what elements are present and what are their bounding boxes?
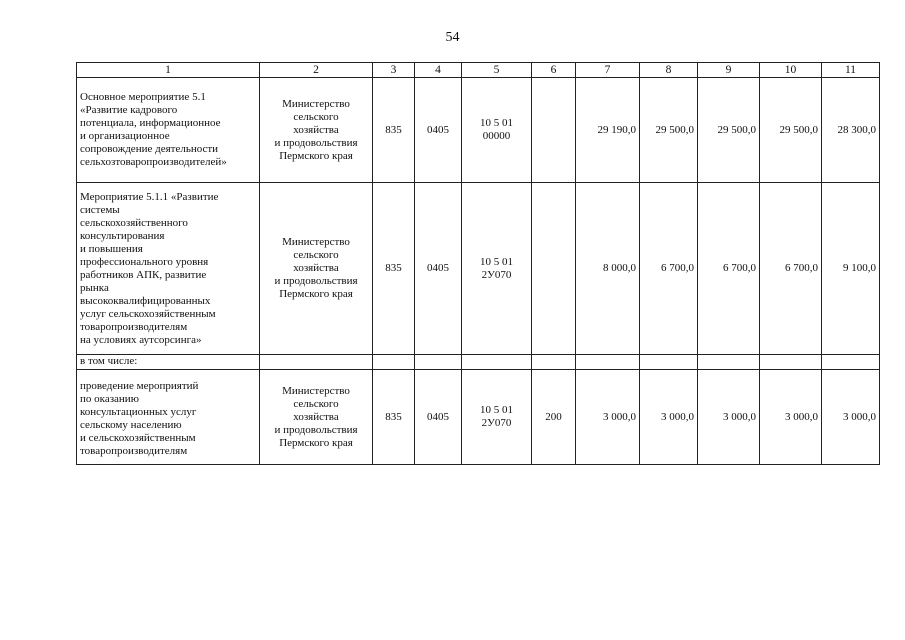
value-8: 3 000,0 xyxy=(640,370,698,465)
activity-name: Мероприятие 5.1.1 «Развитие системы сельскохозяйственного консультирования и повышения профессионального уровня работников АПК, развитие рынка высококвалифицированных услуг сельскохозяйственным товаропроизводителям на условиях аутсорсинга» xyxy=(77,183,260,355)
value-7: 8 000,0 xyxy=(576,183,640,355)
ministry-name: Министерство сельского хозяйства и продовольствия Пермского края xyxy=(260,183,373,355)
value-7: 29 190,0 xyxy=(576,78,640,183)
empty-cell xyxy=(576,355,640,370)
value-8: 29 500,0 xyxy=(640,78,698,183)
column-header-11: 11 xyxy=(822,63,880,78)
table-row xyxy=(77,183,880,355)
empty-cell xyxy=(462,355,532,370)
code-6: 200 xyxy=(532,370,576,465)
empty-cell xyxy=(532,355,576,370)
code-4: 0405 xyxy=(415,183,462,355)
column-header-7: 7 xyxy=(576,63,640,78)
value-9: 6 700,0 xyxy=(698,183,760,355)
value-11: 3 000,0 xyxy=(822,370,880,465)
code-3: 835 xyxy=(373,370,415,465)
column-header-6: 6 xyxy=(532,63,576,78)
value-7: 3 000,0 xyxy=(576,370,640,465)
code-6 xyxy=(532,78,576,183)
activity-name: проведение мероприятий по оказанию консультационных услуг сельскому населению и сельскохозяйственным товаропроизводителям xyxy=(77,370,260,465)
value-9: 3 000,0 xyxy=(698,370,760,465)
table-row xyxy=(77,78,880,183)
value-10: 6 700,0 xyxy=(760,183,822,355)
value-10: 29 500,0 xyxy=(760,78,822,183)
code-5: 10 5 01 2У070 xyxy=(462,183,532,355)
value-8: 6 700,0 xyxy=(640,183,698,355)
including-label: в том числе: xyxy=(77,355,260,370)
code-6 xyxy=(532,183,576,355)
column-header-10: 10 xyxy=(760,63,822,78)
empty-cell xyxy=(415,355,462,370)
budget-table xyxy=(76,62,880,465)
value-11: 9 100,0 xyxy=(822,183,880,355)
code-3: 835 xyxy=(373,78,415,183)
code-4: 0405 xyxy=(415,370,462,465)
column-header-9: 9 xyxy=(698,63,760,78)
column-header-2: 2 xyxy=(260,63,373,78)
column-header-1: 1 xyxy=(77,63,260,78)
empty-cell xyxy=(640,355,698,370)
code-4: 0405 xyxy=(415,78,462,183)
empty-cell xyxy=(698,355,760,370)
page-number: 54 xyxy=(445,30,460,45)
activity-name: Основное мероприятие 5.1 «Развитие кадрового потенциала, информационное и организационное сопровождение деятельности сельхозтоваропроизводителей» xyxy=(77,78,260,183)
header-row xyxy=(77,63,880,78)
column-header-8: 8 xyxy=(640,63,698,78)
code-5: 10 5 01 2У070 xyxy=(462,370,532,465)
code-3: 835 xyxy=(373,183,415,355)
column-header-3: 3 xyxy=(373,63,415,78)
empty-cell xyxy=(373,355,415,370)
ministry-name: Министерство сельского хозяйства и продовольствия Пермского края xyxy=(260,78,373,183)
value-10: 3 000,0 xyxy=(760,370,822,465)
table-row xyxy=(77,355,880,370)
code-5: 10 5 01 00000 xyxy=(462,78,532,183)
value-11: 28 300,0 xyxy=(822,78,880,183)
empty-cell xyxy=(760,355,822,370)
empty-cell xyxy=(260,355,373,370)
column-header-5: 5 xyxy=(462,63,532,78)
column-header-4: 4 xyxy=(415,63,462,78)
empty-cell xyxy=(822,355,880,370)
table-row xyxy=(77,370,880,465)
ministry-name: Министерство сельского хозяйства и продовольствия Пермского края xyxy=(260,370,373,465)
value-9: 29 500,0 xyxy=(698,78,760,183)
